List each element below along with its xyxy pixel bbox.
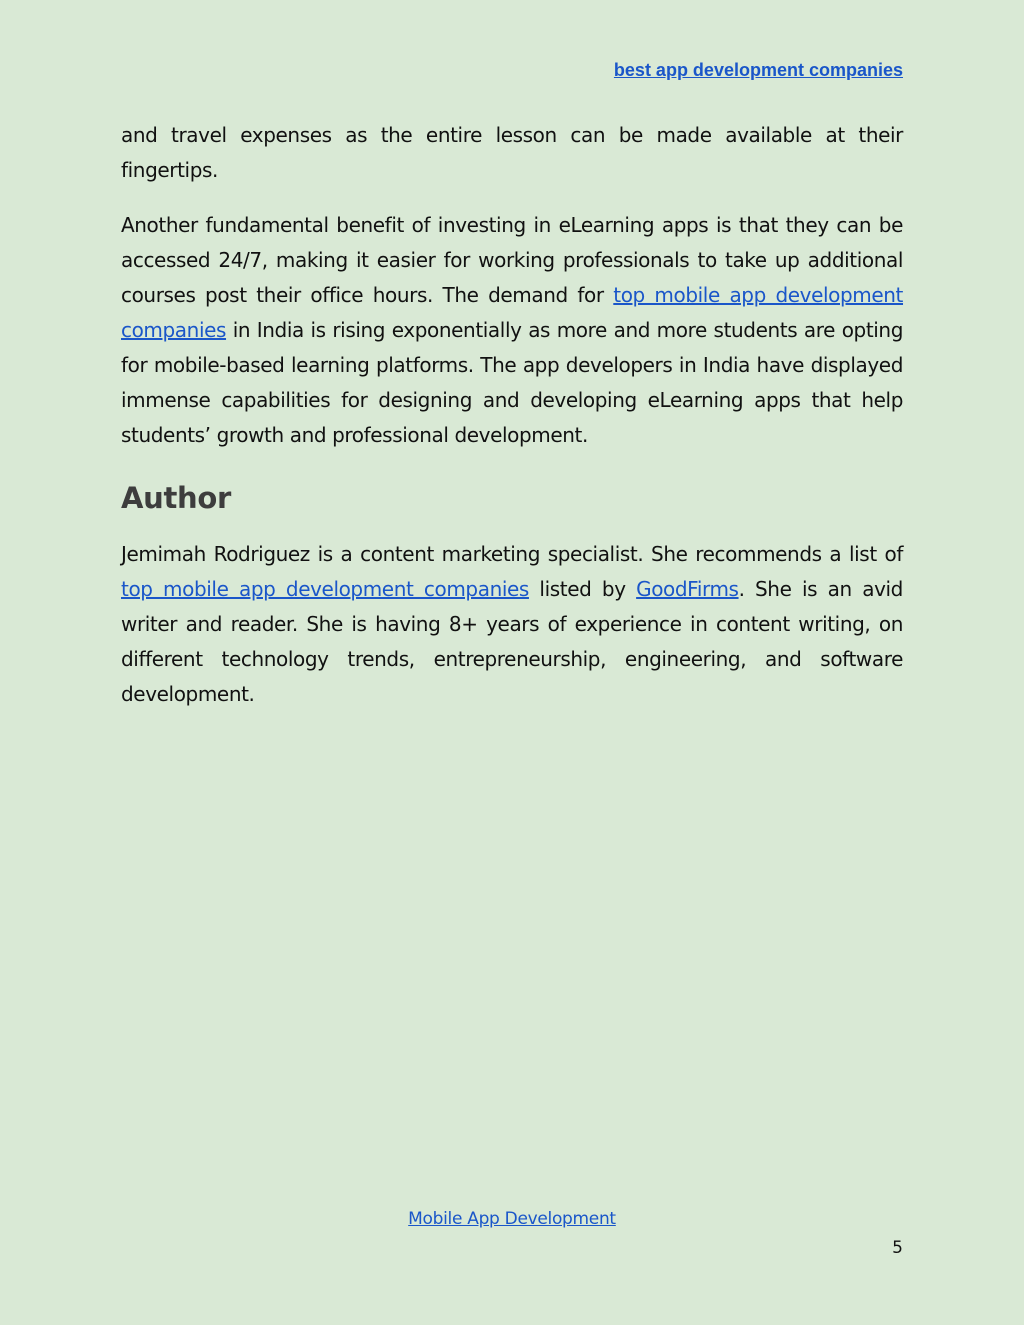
paragraph-3-text-after: . She is an avid writer and reader. She is having 8+ years of experience in content writing, on different technology trends, entrepreneurship, engineering, and software development. — [121, 577, 903, 706]
goodfirms-link[interactable]: GoodFirms — [636, 577, 739, 601]
page-number: 5 — [892, 1238, 903, 1258]
paragraph-3-text-middle: listed by — [528, 577, 637, 601]
footer — [0, 1209, 1024, 1229]
page-content — [121, 118, 903, 732]
paragraph-1: and travel expenses as the entire lesson can be made available at their fingertips. — [121, 123, 903, 182]
paragraph-3-text-before: Jemimah Rodriguez is a content marketing specialist. She recommends a list of — [121, 542, 903, 566]
top-mobile-app-link-2[interactable]: top mobile app development companies — [121, 577, 529, 601]
footer-link[interactable]: Mobile App Development — [408, 1209, 616, 1229]
paragraph-2-text-before: Another fundamental benefit of investing in eLearning apps is that they can be accessed 24/7, making it easier for working professionals to take up additional courses post their office hours. The demand for — [121, 213, 903, 307]
header-link[interactable]: best app development companies — [613, 60, 903, 80]
paragraph-2 — [121, 208, 903, 453]
paragraph-2-text-after: in India is rising exponentially as more and more students are opting for mobile-based learning platforms. The app developers in India have displayed immense capabilities for designing and developing eLearning apps that help students’ growth and professional development. — [121, 318, 903, 447]
paragraph-3 — [121, 537, 903, 712]
author-heading: Author — [121, 481, 232, 515]
top-mobile-app-link-1[interactable]: top mobile app development companies — [121, 283, 904, 342]
